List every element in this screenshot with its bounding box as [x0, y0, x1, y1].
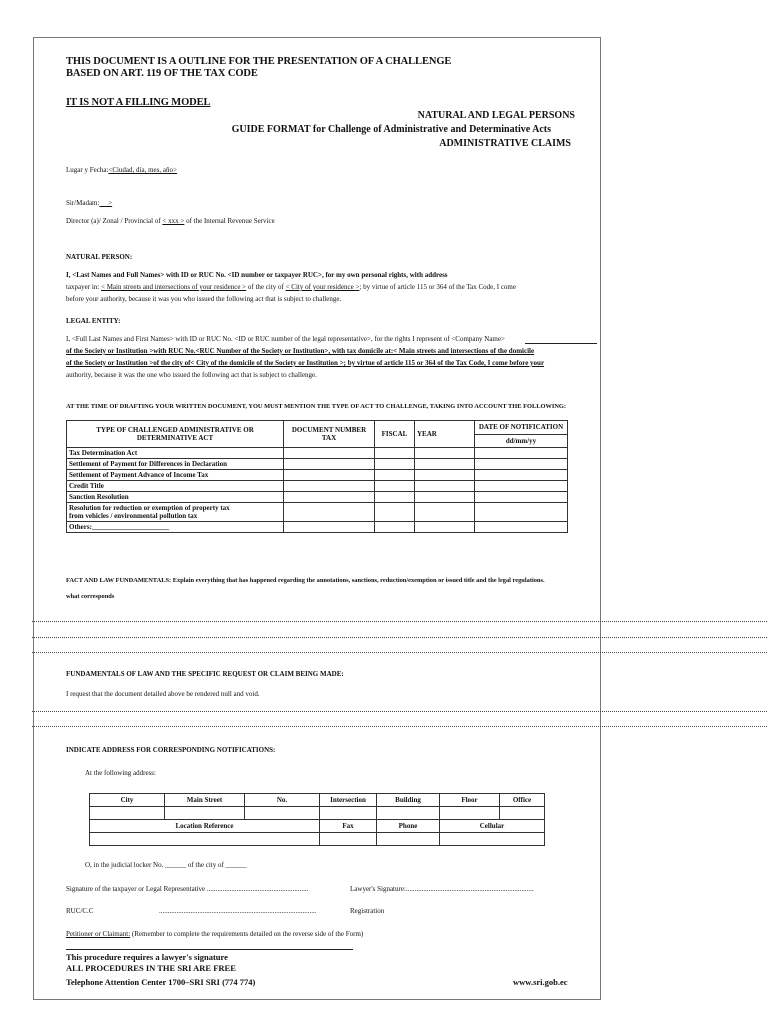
admin-claims-heading: ADMINISTRATIVE CLAIMS: [439, 138, 571, 149]
table-row: [67, 492, 568, 503]
np-line2-mid: of the city of: [246, 283, 286, 291]
col-main-street: Main Street: [165, 794, 245, 807]
request-dotted-line[interactable]: [32, 726, 767, 727]
place-date-label: Lugar y Fecha:: [66, 166, 109, 174]
act-type-cell: Tax Determination Act: [67, 448, 284, 459]
request-title: FUNDAMENTALS OF LAW AND THE SPECIFIC REQUEST OR CLAIM BEING MADE:: [66, 670, 344, 678]
director-post: of the Internal Revenue Service: [184, 217, 275, 225]
office-cell[interactable]: [500, 807, 545, 820]
location-reference-cell[interactable]: [90, 833, 320, 846]
not-filling-model: IT IS NOT A FILLING MODEL: [66, 97, 211, 108]
natural-legal-heading: NATURAL AND LEGAL PERSONS: [417, 110, 575, 121]
outline-title-line1: THIS DOCUMENT IS A OUTLINE FOR THE PRESENTATION OF A CHALLENGE: [66, 56, 452, 67]
legal-entity-title: LEGAL ENTITY:: [66, 317, 121, 325]
col-phone: Phone: [377, 820, 440, 833]
director-value: < xxx >: [162, 217, 185, 225]
lawyer-signature: Lawyer's Signature:.........................................................................: [350, 885, 534, 893]
place-date: [66, 166, 177, 175]
col-act-type: TYPE OF CHALLENGED ADMINISTRATIVE OR DETERMINATIVE ACT: [67, 421, 284, 448]
table-row: [67, 503, 568, 522]
director-line: [66, 217, 275, 226]
np-line2-pre: taxpayer in:: [66, 283, 101, 291]
request-text: I request that the document detailed above be rendered null and void.: [66, 690, 260, 698]
petitioner-label: Petitioner or Claimant:: [66, 930, 131, 938]
col-intersection: Intersection: [320, 794, 377, 807]
col-date-format: dd/mm/yy: [475, 434, 568, 448]
phone-cell[interactable]: [377, 833, 440, 846]
col-fax: Fax: [320, 820, 377, 833]
cellular-cell[interactable]: [440, 833, 545, 846]
act-type-cell: Resolution for reduction or exemption of property tax from vehicles / environmental pollution tax: [67, 503, 284, 522]
table-row: [67, 459, 568, 470]
col-fiscal: FISCAL: [375, 421, 415, 448]
sir-madam: [66, 199, 112, 208]
petitioner-reminder: (Remember to complete the requirements detailed on the reverse side of the Form): [130, 930, 364, 938]
table-row: [67, 448, 568, 459]
fact-law-title: FACT AND LAW FUNDAMENTALS: Explain everything that has happened regarding the annotations, sanctions, reduction/exemption or issued title and the legal regulations.: [66, 577, 545, 584]
col-building: Building: [377, 794, 440, 807]
number-cell[interactable]: [245, 807, 320, 820]
act-type-cell: Credit Title: [67, 481, 284, 492]
act-type-cell: Others:______________________: [67, 522, 284, 533]
legal-entity-line4: authority, because it was the one who issued the following act that is subject to challenge.: [66, 371, 317, 379]
legal-entity-line2: of the Society or Institution >with RUC No.<RUC Number of the Society or Institution>, with tax domicile at:< Main streets and intersections of the domicile: [66, 347, 535, 355]
col-number: No.: [245, 794, 320, 807]
address-title: INDICATE ADDRESS FOR CORRESPONDING NOTIFICATIONS:: [66, 746, 276, 754]
natural-person-line2: [66, 283, 516, 292]
col-cellular: Cellular: [440, 820, 545, 833]
footer-rule: [66, 949, 353, 950]
company-name-blank: [525, 343, 597, 344]
petitioner-line: [66, 930, 363, 939]
registration-label: Registration: [350, 907, 385, 915]
fact-law-line2: what corresponds: [66, 593, 115, 600]
main-street-cell[interactable]: [165, 807, 245, 820]
natural-person-line1: I, <Last Names and Full Names> with ID or RUC No. <ID number or taxpayer RUC>, for my own personal rights, with address: [66, 271, 448, 279]
intersection-cell[interactable]: [320, 807, 377, 820]
col-floor: Floor: [440, 794, 500, 807]
guide-format-heading: GUIDE FORMAT for Challenge of Administrative and Determinative Acts: [231, 124, 551, 135]
table-row: [67, 470, 568, 481]
col-notification-date: DATE OF NOTIFICATION: [475, 421, 568, 435]
act-type-cell: Sanction Resolution: [67, 492, 284, 503]
place-date-value: <Ciudad, día, mes, año>: [108, 166, 177, 174]
act-type-cell: Settlement of Payment Advance of Income Tax: [67, 470, 284, 481]
lawyer-required-note: This procedure requires a lawyer's signature: [66, 952, 228, 962]
natural-person-title: NATURAL PERSON:: [66, 253, 133, 261]
request-dotted-line[interactable]: [32, 711, 767, 712]
legal-entity-line1: I, <Full Last Names and First Names> with ID or RUC No. <ID or RUC number of the legal representative>, for the rights I represent of <Company Name>: [66, 335, 505, 343]
city-cell[interactable]: [90, 807, 165, 820]
act-type-cell: Settlement of Payment for Differences in Declaration: [67, 459, 284, 470]
sir-madam-value: >: [99, 199, 113, 207]
challenged-acts-table: [66, 420, 568, 533]
table-row: [67, 481, 568, 492]
taxpayer-signature: Signature of the taxpayer or Legal Representative ..........................................................: [66, 885, 309, 893]
col-city: City: [90, 794, 165, 807]
legal-entity-line3: of the Society or Institution >of the city of< City of the domicile of the Society or Institution >; by virtue of article 115 or 364 of the Tax Code, I come before your: [66, 359, 545, 367]
telephone-center: Telephone Attention Center 1700–SRI SRI (774 774): [66, 977, 256, 987]
natural-person-line3: before your authority, because it was you who issued the following act that is subject to challenge.: [66, 295, 342, 303]
address-table: [89, 793, 545, 846]
fact-law-dotted-line[interactable]: [32, 637, 767, 638]
fact-law-dotted-line[interactable]: [32, 652, 767, 653]
director-pre: Director (a)/ Zonal / Provincial of: [66, 217, 163, 225]
table-row: [67, 522, 568, 533]
at-address-label: At the following address:: [85, 769, 156, 777]
free-procedures-note: ALL PROCEDURES IN THE SRI ARE FREE: [66, 963, 236, 973]
np-line2-post: ; by virtue of article 115 or 364 of the Tax Code, I come: [359, 283, 516, 291]
building-cell[interactable]: [377, 807, 440, 820]
fact-law-dotted-line[interactable]: [32, 621, 767, 622]
col-year: YEAR: [415, 421, 475, 448]
act-type-instruction: AT THE TIME OF DRAFTING YOUR WRITTEN DOCUMENT, YOU MUST MENTION THE TYPE OF ACT TO CHALLENGE, TAKING INTO ACCOUNT THE FOLLOWING:: [66, 403, 567, 410]
registration-dots: ..........................................................................................: [159, 907, 317, 915]
np-residence-address: < Main streets and intersections of your residence >: [101, 283, 247, 291]
floor-cell[interactable]: [440, 807, 500, 820]
ruc-label: RUC/C.C: [66, 907, 94, 915]
fax-cell[interactable]: [320, 833, 377, 846]
col-document-number: DOCUMENT NUMBER TAX: [284, 421, 375, 448]
judicial-locker-line: O, in the judicial locker No. ______ of the city of ______: [85, 861, 247, 869]
np-residence-city: < City of your residence >: [285, 283, 360, 291]
outline-title-line2: BASED ON ART. 119 OF THE TAX CODE: [66, 68, 258, 79]
col-office: Office: [500, 794, 545, 807]
col-location-reference: Location Reference: [90, 820, 320, 833]
sir-madam-label: Sir/Madam:: [66, 199, 100, 207]
website-link[interactable]: www.sri.gob.ec: [513, 977, 568, 987]
